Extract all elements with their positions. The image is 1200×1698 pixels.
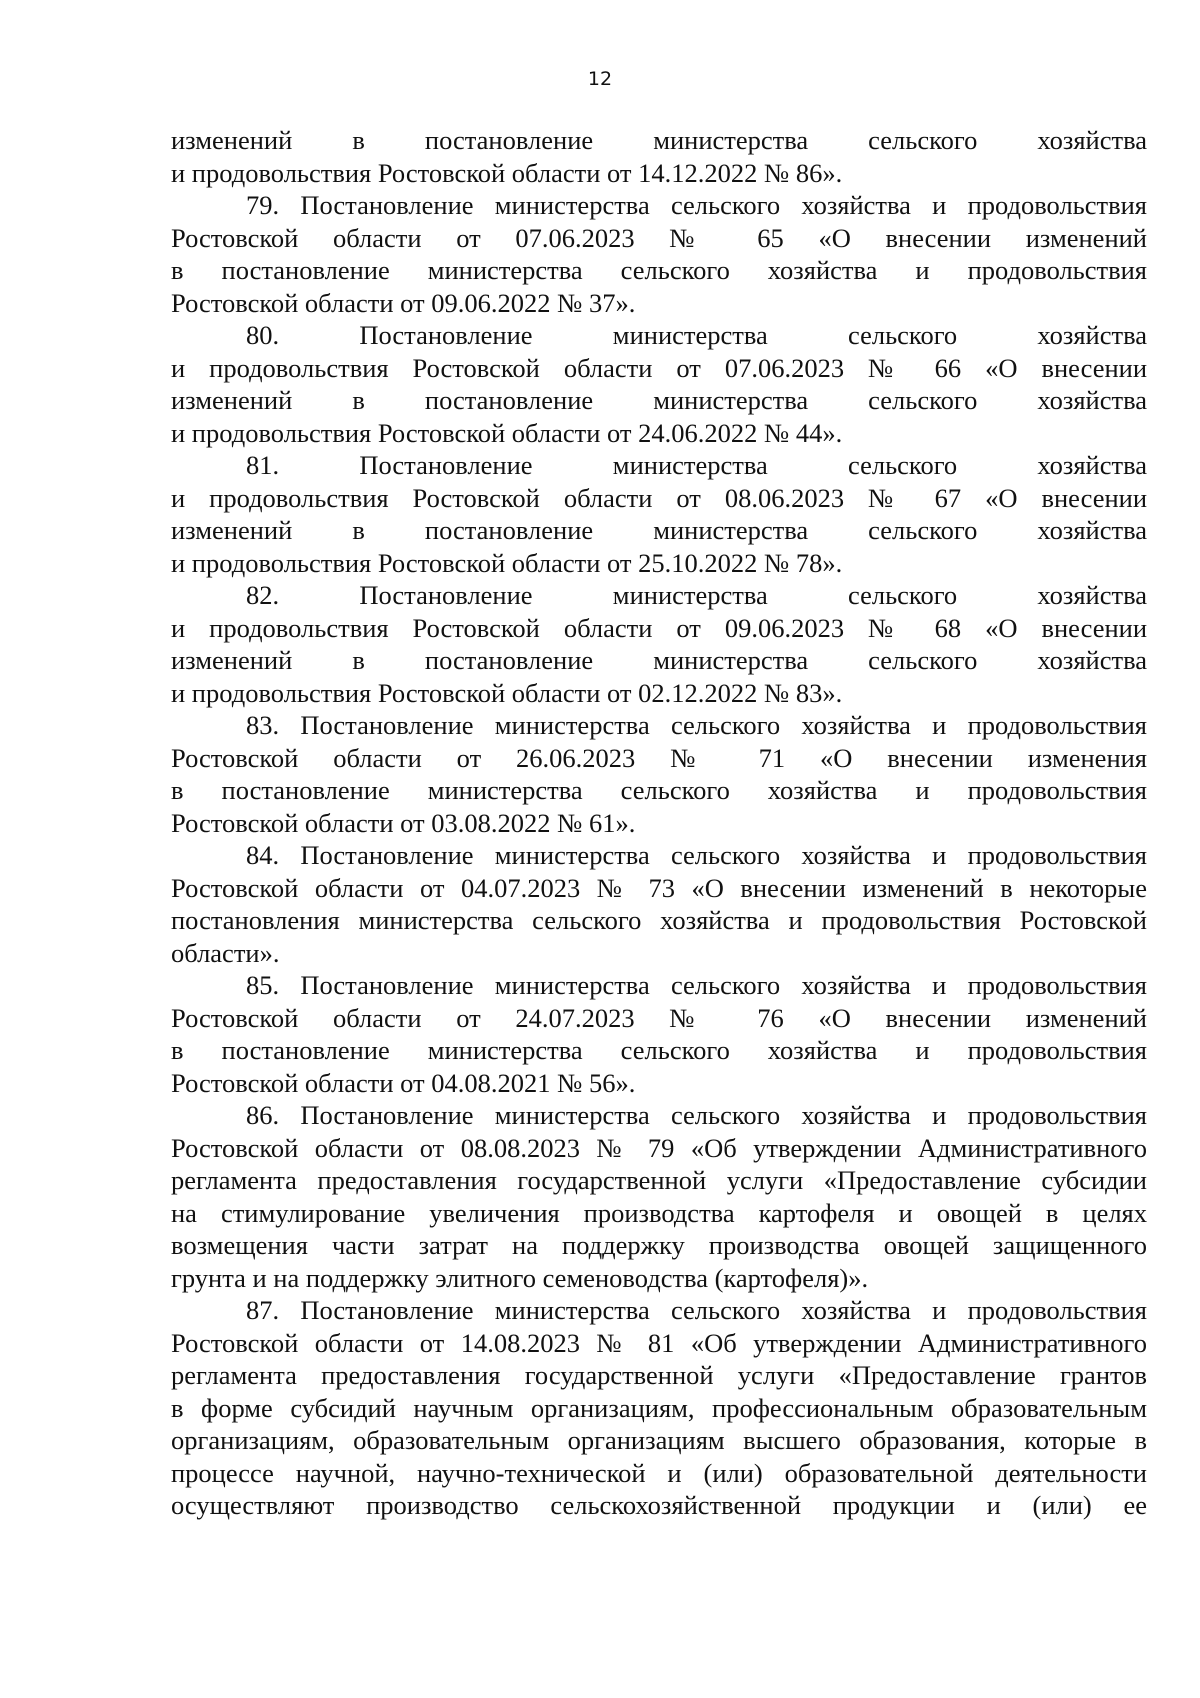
text-line: изменений в постановление министерства сельского хозяйства (171, 385, 1147, 415)
text-line: регламента предоставления государственной услуги «Предоставление грантов (171, 1360, 1147, 1390)
text-line: в форме субсидий научным организациям, профессиональным образовательным (171, 1392, 1147, 1423)
text-line: 79. Постановление министерства сельского хозяйства и продовольствия (246, 190, 1147, 220)
text-line: и продовольствия Ростовской области от 09.06.2023 № 68 «О внесении (171, 612, 1147, 643)
text-line: Ростовской области от 03.08.2022 № 61». (171, 807, 636, 838)
text-line: постановления министерства сельского хозяйства и продовольствия Ростовской (171, 905, 1147, 935)
text-line: области». (171, 937, 280, 968)
text-line: и продовольствия Ростовской области от 08.06.2023 № 67 «О внесении (171, 482, 1147, 513)
text-line: и продовольствия Ростовской области от 07.06.2023 № 66 «О внесении (171, 352, 1147, 383)
text-line: Ростовской области от 09.06.2022 № 37». (171, 287, 636, 318)
text-line: на стимулирование увеличения производства картофеля и овощей в целях (171, 1197, 1147, 1228)
text-line: 83. Постановление министерства сельского хозяйства и продовольствия (246, 710, 1147, 740)
text-line: Ростовской области от 04.08.2021 № 56». (171, 1067, 636, 1098)
text-line: организациям, образовательным организациям высшего образования, которые в (171, 1425, 1147, 1455)
text-line: процессе научной, научно-технической и (или) образовательной деятельности (171, 1457, 1147, 1488)
text-line: 87. Постановление министерства сельского хозяйства и продовольствия (246, 1295, 1147, 1325)
text-line: возмещения части затрат на поддержку производства овощей защищенного (171, 1230, 1147, 1260)
text-line: 81. Постановление министерства сельского хозяйства (246, 450, 1147, 480)
text-line: в постановление министерства сельского хозяйства и продовольствия (171, 1035, 1147, 1065)
text-line: и продовольствия Ростовской области от 24.06.2022 № 44». (171, 417, 843, 448)
document-body (171, 124, 1147, 1522)
text-line: Ростовской области от 04.07.2023 № 73 «О внесении изменений в некоторые (171, 872, 1147, 903)
text-line: изменений в постановление министерства сельского хозяйства (171, 515, 1147, 545)
text-line: Ростовской области от 14.08.2023 № 81 «Об утверждении Административного (171, 1327, 1147, 1358)
page-number: 12 (587, 68, 613, 90)
text-line: 86. Постановление министерства сельского хозяйства и продовольствия (246, 1100, 1147, 1130)
text-line: 85. Постановление министерства сельского хозяйства и продовольствия (246, 970, 1147, 1000)
text-line: в постановление министерства сельского хозяйства и продовольствия (171, 255, 1147, 285)
text-line: осуществляют производство сельскохозяйственной продукции и (или) ее (171, 1490, 1147, 1520)
text-line: 80. Постановление министерства сельского хозяйства (246, 320, 1147, 350)
text-line: и продовольствия Ростовской области от 02.12.2022 № 83». (171, 677, 843, 708)
text-line: и продовольствия Ростовской области от 25.10.2022 № 78». (171, 547, 843, 578)
text-line: Ростовской области от 26.06.2023 № 71 «О внесении изменения (171, 742, 1147, 773)
text-line: изменений в постановление министерства сельского хозяйства (171, 125, 1147, 155)
text-line: Ростовской области от 08.08.2023 № 79 «Об утверждении Административного (171, 1132, 1147, 1163)
text-line: и продовольствия Ростовской области от 14.12.2022 № 86». (171, 157, 843, 188)
text-line: 84. Постановление министерства сельского хозяйства и продовольствия (246, 840, 1147, 870)
text-line: Ростовской области от 07.06.2023 № 65 «О внесении изменений (171, 222, 1147, 253)
text-line: регламента предоставления государственной услуги «Предоставление субсидии (171, 1165, 1147, 1195)
text-line: Ростовской области от 24.07.2023 № 76 «О внесении изменений (171, 1002, 1147, 1033)
text-line: в постановление министерства сельского хозяйства и продовольствия (171, 775, 1147, 805)
text-line: изменений в постановление министерства сельского хозяйства (171, 645, 1147, 675)
text-line: 82. Постановление министерства сельского хозяйства (246, 580, 1147, 610)
text-line: грунта и на поддержку элитного семеноводства (картофеля)». (171, 1262, 869, 1293)
